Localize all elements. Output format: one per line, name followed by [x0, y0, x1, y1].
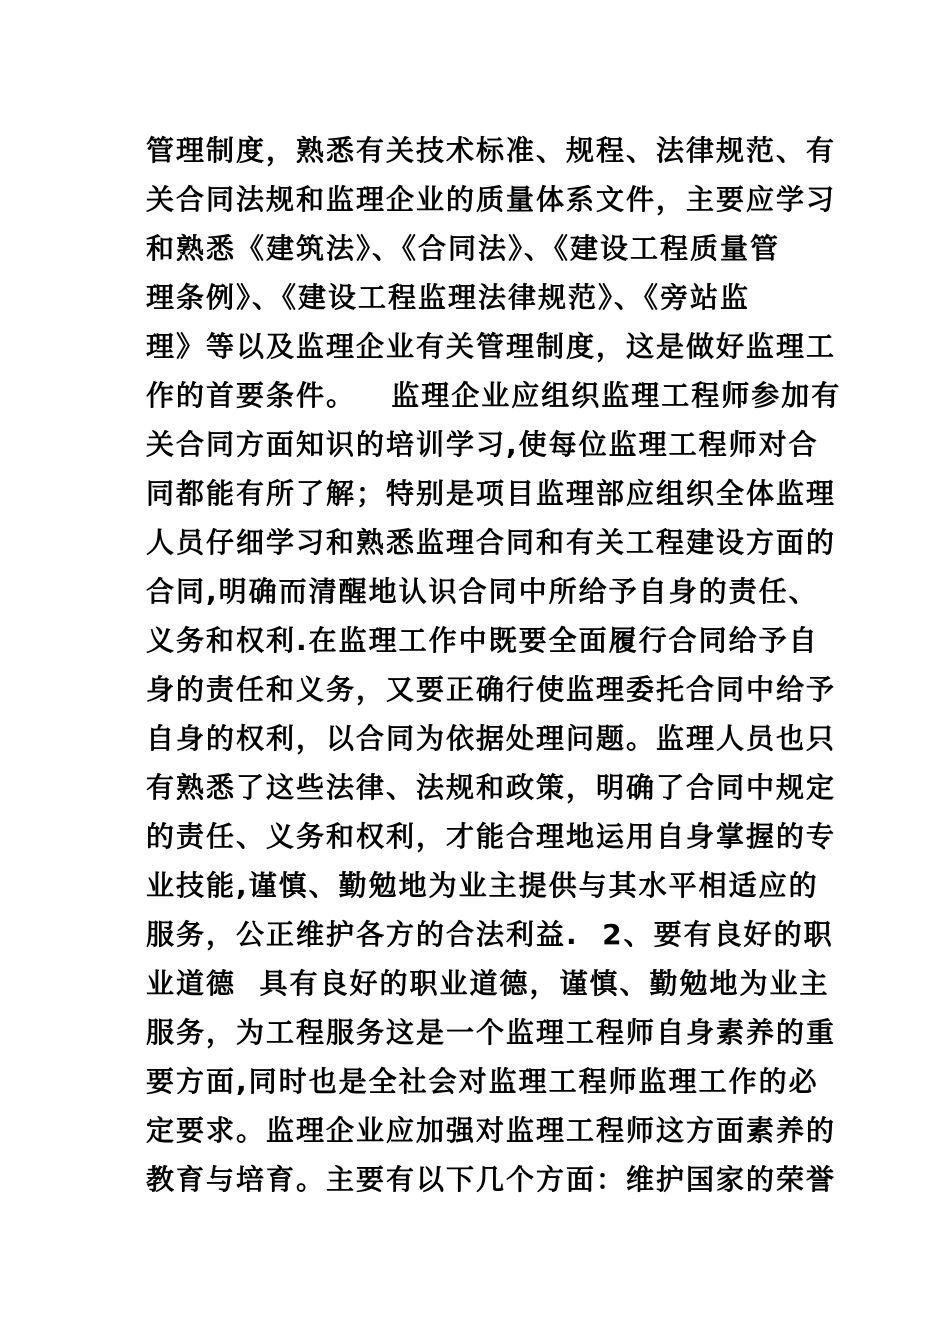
text-line: 要方面,同时也是全社会对监理工程师监理工作的必: [146, 1065, 819, 1098]
text-line: 管理制度，熟悉有关技术标准、规程、法律规范、有: [146, 134, 837, 167]
text-line: 关合同方面知识的培训学习,使每位监理工程师对合: [146, 428, 819, 461]
text-line: 定要求。监理企业应加强对监理工程师这方面素养的: [146, 1114, 837, 1147]
text-line: 服务，为工程服务这是一个监理工程师自身素养的重: [146, 1016, 837, 1049]
text-line: 作的首要条件。 监理企业应组织监理工程师参加有: [146, 379, 842, 412]
text-line: 理》等以及监理企业有关管理制度，这是做好监理工: [146, 330, 837, 363]
text-line: 理条例》、《建设工程监理法律规范》、《旁站监: [146, 281, 751, 314]
text-line: 的责任、义务和权利，才能合理地运用自身掌握的专: [146, 820, 837, 853]
text-line: 关合同法规和监理企业的质量体系文件，主要应学习: [146, 183, 837, 216]
text-line: 合同,明确而清醒地认识合同中所给予自身的责任、: [146, 575, 819, 608]
text-line: 身的责任和义务，又要正确行使监理委托合同中给予: [146, 673, 837, 706]
text-line: 义务和权利.在监理工作中既要全面履行合同给予自: [146, 624, 819, 657]
text-line: 自身的权利，以合同为依据处理问题。监理人员也只: [146, 722, 837, 755]
text-line: 同都能有所了解；特别是项目监理部应组织全体监理: [146, 477, 837, 510]
text-line: 有熟悉了这些法律、法规和政策，明确了合同中规定: [146, 771, 837, 804]
text-line: 服务，公正维护各方的合法利益. 2、要有良好的职: [146, 918, 834, 951]
text-line: 人员仔细学习和熟悉监理合同和有关工程建设方面的: [146, 526, 837, 559]
text-line: 和熟悉《建筑法》、《合同法》、《建设工程质量管: [146, 232, 781, 265]
text-line: 业道德 具有良好的职业道德，谨慎、勤勉地为业主: [146, 967, 830, 1000]
text-line: 教育与培育。主要有以下几个方面：维护国家的荣誉: [146, 1163, 837, 1196]
body-text: [146, 126, 842, 1204]
text-line: 业技能,谨慎、勤勉地为业主提供与其水平相适应的: [146, 869, 819, 902]
